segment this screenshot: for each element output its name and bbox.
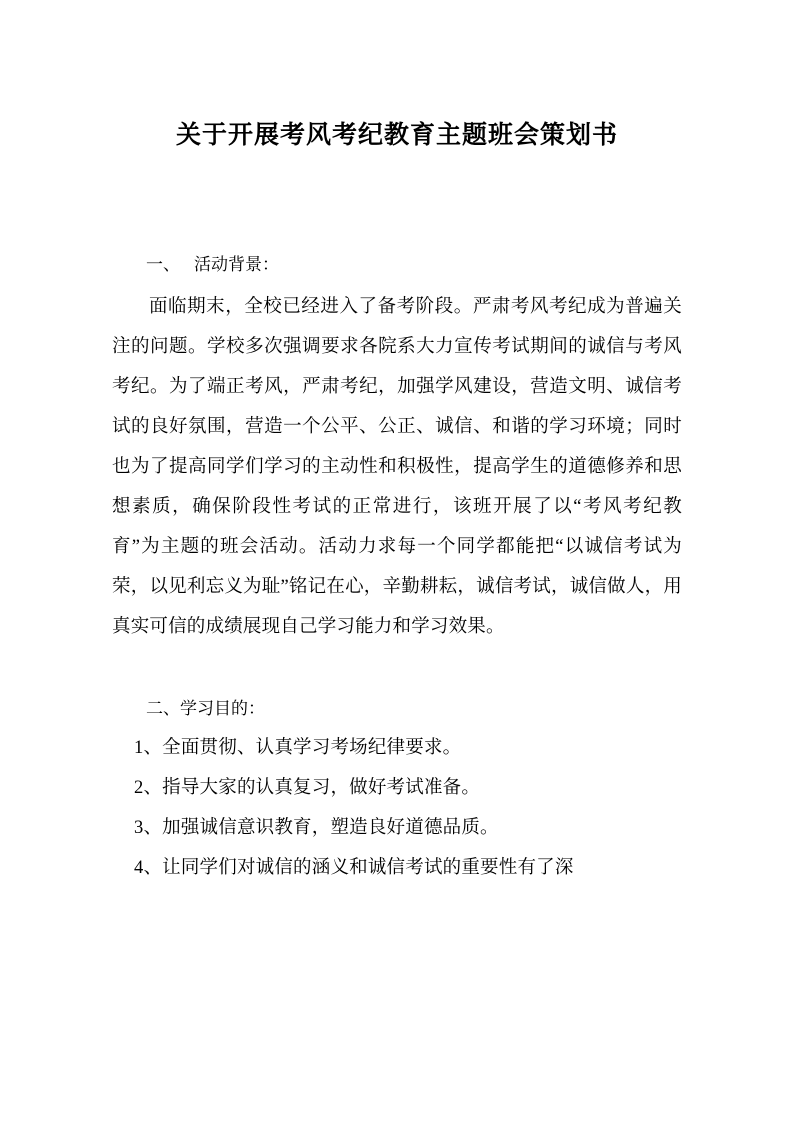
page-title: 关于开展考风考纪教育主题班会策划书 [175,122,618,149]
list-item: 4、让同学们对诚信的涵义和诚信考试的重要性有了深 [134,857,574,878]
list-item: 3、加强诚信意识教育，塑造良好道德品质。 [134,817,499,838]
paragraph-activity-background: 面临期末，全校已经进入了备考阶段。严肃考风考纪成为普遍关注的问题。学校多次强调要求各院系大力宣传考试期间的诚信与考风考纪。为了端正考风，严肃考纪，加强学风建设，营造文明、诚信考试的良好氛围，营造一个公平、公正、诚信、和谐的学习环境；同时也为了提高同学们学习的主动性和积极性，提高学生的道德修养和思想素质，确保阶段性考试的正常进行，该班开展了以“考风考纪教育”为主题的班会活动。活动力求每一个同学都能把“以诚信考试为荣，以见利忘义为耻”铭记在心，辛勤耕耘，诚信考试，诚信做人，用真实可信的成绩展现自己学习能力和学习效果。 [112,297,682,638]
list-item: 2、指导大家的认真复习，做好考试准备。 [134,777,481,798]
section-label: 活动背景： [194,255,279,274]
section-number: 二、 [146,699,180,719]
document-body [112,0,682,888]
section-heading-study-purpose [112,693,682,725]
section-number: 一、 [146,255,180,274]
section-heading-activity-background [112,249,682,281]
list-item: 1、全面贯彻、认真学习考场纪律要求。 [134,737,462,758]
section-label: 学习目的： [180,699,265,719]
study-purpose-list [112,728,682,888]
